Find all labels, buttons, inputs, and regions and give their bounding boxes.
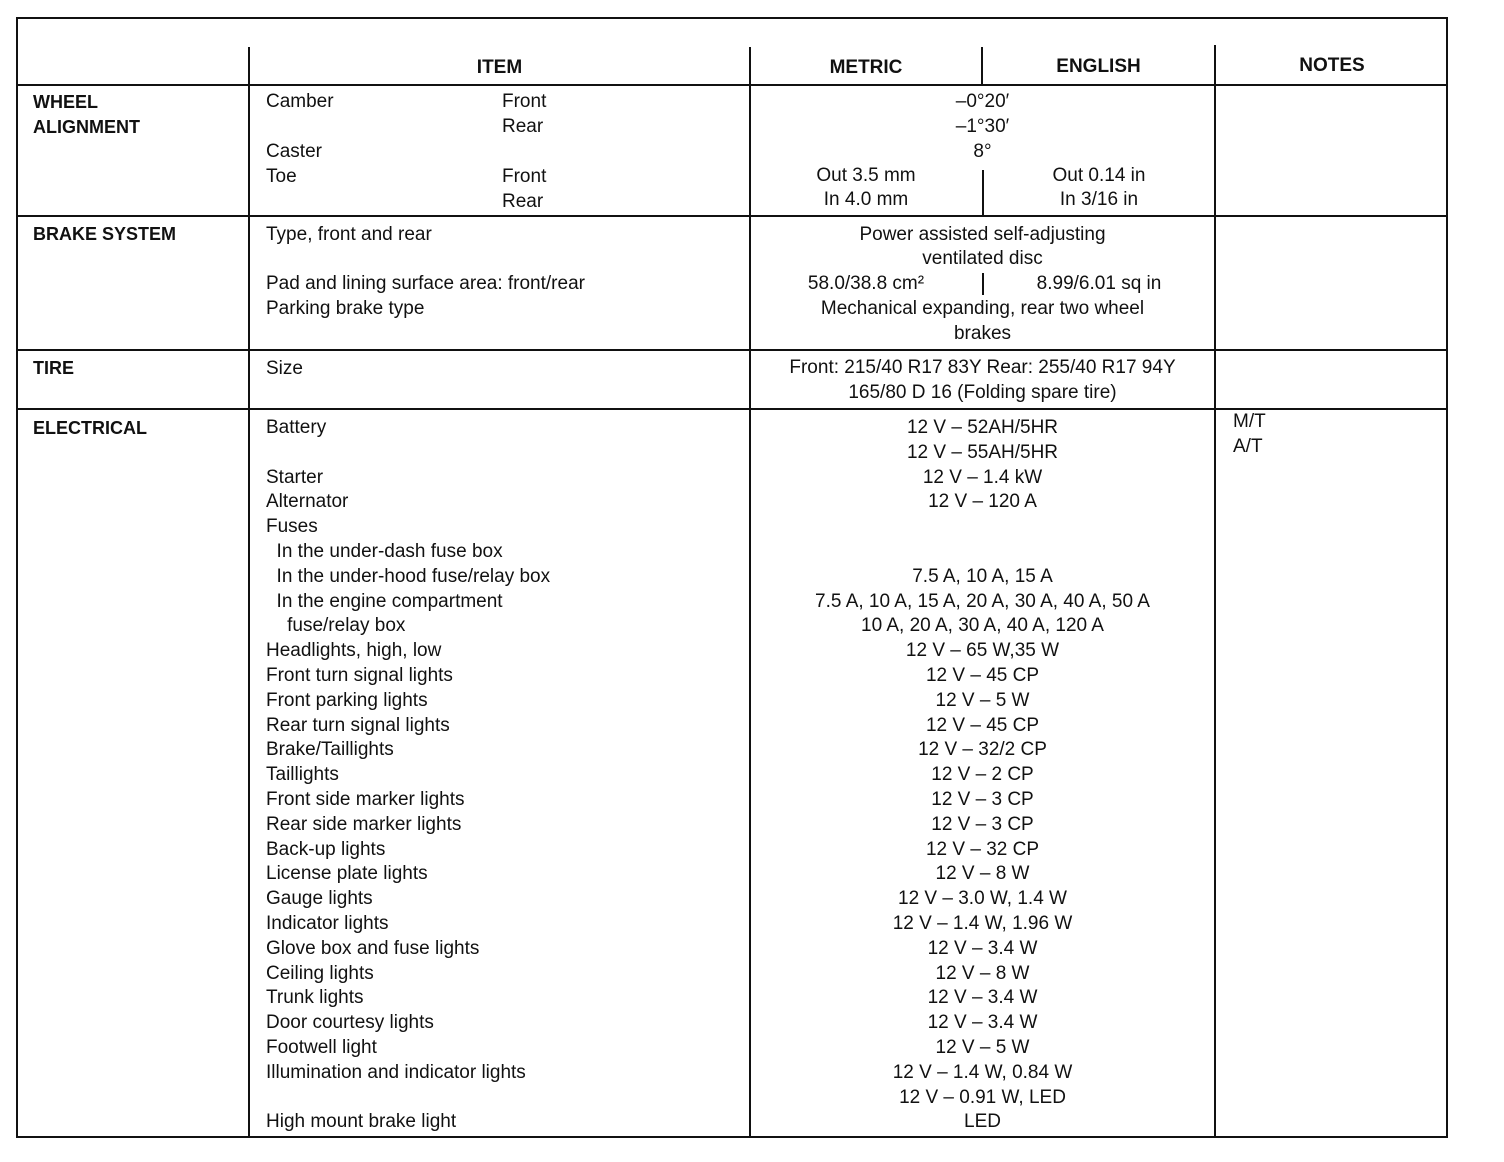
pad-area-label: Pad and lining surface area: front/rear [266,273,585,294]
electrical-item: Glove box and fuse lights [266,937,480,959]
electrical-item: License plate lights [266,863,428,885]
category-tire: TIRE [33,358,75,378]
electrical-item: Footwell light [266,1036,377,1058]
electrical-item: Front parking lights [266,689,428,711]
electrical-value: 12 V – 1.4 W, 1.96 W [892,912,1073,934]
electrical-value: 10 A, 20 A, 30 A, 40 A, 120 A [861,615,1104,637]
header-metric: METRIC [829,57,903,78]
camber-rear-value: –1°30′ [955,116,1010,137]
header-divider [16,84,1448,86]
tire-size-value-line1: Front: 215/40 R17 83Y Rear: 255/40 R17 94Y [789,357,1176,378]
header-english: ENGLISH [1056,56,1141,77]
electrical-value: 12 V – 5 W [935,689,1030,711]
electrical-value: 12 V – 5 W [935,1036,1030,1058]
electrical-value: 12 V – 3 CP [931,788,1034,810]
electrical-item: Brake/Taillights [266,739,394,761]
parking-brake-value-line1: Mechanical expanding, rear two wheel [820,298,1145,319]
electrical-item: Headlights, high, low [266,640,442,662]
electrical-item: Rear turn signal lights [266,714,450,736]
header-notes: NOTES [1299,55,1365,76]
electrical-note: M/T [1233,411,1266,432]
electrical-value: 12 V – 32/2 CP [918,739,1047,761]
toe-rear-metric: In 4.0 mm [823,189,909,210]
row-divider-tire [16,349,1448,351]
electrical-value: 12 V – 8 W [935,863,1030,885]
electrical-value: 12 V – 1.4 W, 0.84 W [892,1061,1073,1083]
electrical-value: 12 V – 3 CP [931,813,1034,835]
electrical-value: 12 V – 8 W [935,962,1030,984]
electrical-item: fuse/relay box [266,615,406,637]
electrical-value: LED [964,1111,1001,1133]
category-wheel-alignment [33,90,140,140]
electrical-item: Back-up lights [266,838,386,860]
caster-label: Caster [266,141,322,162]
electrical-value [751,515,1214,540]
electrical-item: Front side marker lights [266,788,465,810]
toe-rear-english: In 3/16 in [1059,189,1139,210]
electrical-item: Illumination and indicator lights [266,1061,526,1083]
electrical-item: In the engine compartment [266,590,503,612]
electrical-value: 12 V – 3.4 W [927,1012,1038,1034]
electrical-item: Gauge lights [266,888,373,910]
camber-rear-label: Rear [502,116,544,137]
electrical-item [266,441,550,466]
row-divider-brake [16,215,1448,217]
camber-front-value: –0°20′ [955,91,1010,112]
electrical-item: Door courtesy lights [266,1012,434,1034]
electrical-value: 12 V – 1.4 kW [922,466,1043,488]
category-line: ALIGNMENT [33,116,140,137]
tire-size-label: Size [266,358,303,379]
parking-brake-label: Parking brake type [266,298,425,319]
electrical-item-list [266,416,550,1135]
electrical-item: Front turn signal lights [266,664,453,686]
electrical-value: 7.5 A, 10 A, 15 A, 20 A, 30 A, 40 A, 50 A [815,590,1150,612]
toe-front-metric: Out 3.5 mm [816,165,916,186]
caster-value: 8° [973,141,992,162]
camber-label: Camber [266,91,334,112]
electrical-item: Alternator [266,491,349,513]
electrical-value: 12 V – 0.91 W, LED [899,1086,1066,1108]
pad-area-english: 8.99/6.01 sq in [1036,273,1162,294]
electrical-item: Trunk lights [266,987,364,1009]
electrical-value [751,540,1214,565]
brake-type-value-line2: ventilated disc [922,248,1043,269]
pad-area-metric: 58.0/38.8 cm² [807,273,925,294]
electrical-value: 12 V – 45 CP [925,664,1040,686]
electrical-item: Ceiling lights [266,962,374,984]
electrical-value: 12 V – 45 CP [925,714,1040,736]
electrical-value: 12 V – 2 CP [931,764,1034,786]
electrical-item: Battery [266,417,327,438]
electrical-item [266,1086,550,1111]
col-divider-notes [1214,45,1216,1138]
electrical-item: Fuses [266,516,318,538]
electrical-value: 7.5 A, 10 A, 15 A [912,565,1053,587]
electrical-value: 12 V – 32 CP [925,838,1040,860]
camber-front-label: Front [502,91,547,112]
electrical-value: 12 V – 65 W,35 W [905,640,1060,662]
electrical-value: 12 V – 55AH/5HR [906,441,1059,463]
tire-size-value-line2: 165/80 D 16 (Folding spare tire) [848,382,1117,403]
electrical-value: 12 V – 3.4 W [927,937,1038,959]
electrical-value: 12 V – 3.4 W [927,987,1038,1009]
electrical-value: 12 V – 52AH/5HR [906,417,1059,438]
toe-label: Toe [266,166,297,187]
category-electrical: ELECTRICAL [33,418,147,438]
electrical-item: In the under-dash fuse box [266,540,503,562]
electrical-value: 12 V – 120 A [928,491,1037,513]
category-line: WHEEL [33,92,98,112]
electrical-value-list [751,416,1214,1135]
brake-type-value-line1: Power assisted self-adjusting [859,224,1106,245]
electrical-note: A/T [1233,435,1263,457]
brake-type-label: Type, front and rear [266,224,432,245]
electrical-item: Taillights [266,764,339,786]
spec-table-frame [16,17,1448,1138]
electrical-item: Starter [266,466,324,488]
electrical-item: High mount brake light [266,1111,457,1133]
toe-rear-label: Rear [502,191,544,212]
electrical-item: Rear side marker lights [266,813,462,835]
electrical-notes-list [1233,410,1266,460]
category-brake-system: BRAKE SYSTEM [33,224,177,244]
col-divider-item [248,47,250,1138]
toe-front-english: Out 0.14 in [1052,165,1146,186]
parking-brake-value-line2: brakes [953,323,1012,344]
electrical-item: Indicator lights [266,912,389,934]
toe-front-label: Front [502,166,547,187]
electrical-item: In the under-hood fuse/relay box [266,565,551,587]
header-item: ITEM [476,57,523,78]
electrical-value: 12 V – 3.0 W, 1.4 W [898,888,1067,910]
